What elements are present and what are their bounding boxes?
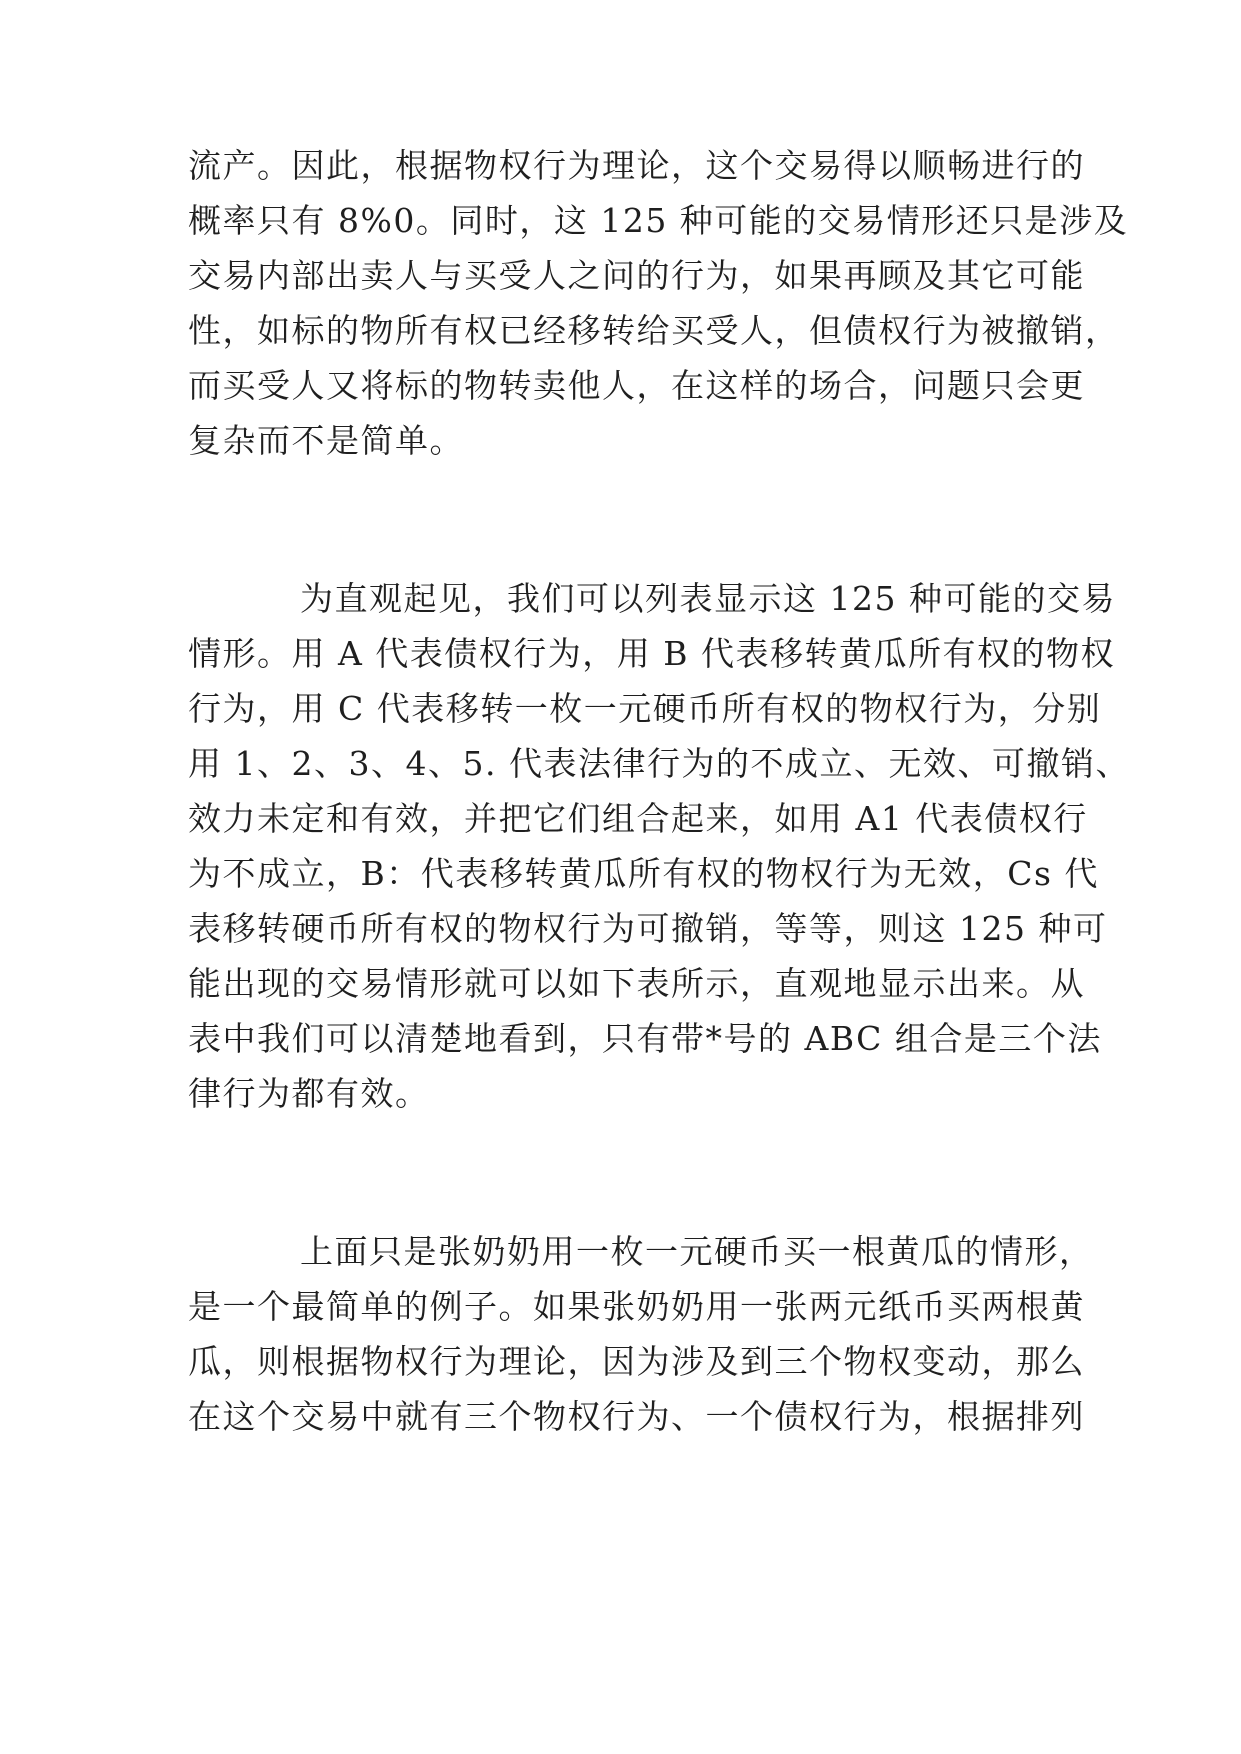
paragraph-3-line-1: 上面只是张奶奶用一枚一元硬币买一根黄瓜的情形，: [300, 1232, 1094, 1271]
paragraph-1-line-3: 交易内部出卖人与买受人之问的行为，如果再顾及其它可能: [188, 256, 1085, 295]
paragraph-1-line-2: 概率只有 8%0。同时，这 125 种可能的交易情形还只是涉及: [188, 201, 1129, 240]
paragraph-1-line-4: 性，如标的物所有权已经移转给买受人，但债权行为被撤销，: [188, 311, 1120, 350]
paragraph-2-line-10: 律行为都有效。: [188, 1074, 430, 1113]
paragraph-3-line-4: 在这个交易中就有三个物权行为、一个债权行为，根据排列: [188, 1397, 1085, 1436]
paragraph-3-line-2: 是一个最简单的例子。如果张奶奶用一张两元纸币买两根黄: [188, 1287, 1085, 1326]
paragraph-2-line-4: 用 1、2、3、4、5. 代表法律行为的不成立、无效、可撤销、: [188, 744, 1130, 783]
paragraph-1-line-5: 而买受人又将标的物转卖他人，在这样的场合，问题只会更: [188, 366, 1085, 405]
paragraph-2-line-3: 行为，用 C 代表移转一枚一元硬币所有权的物权行为，分别: [188, 689, 1102, 728]
paragraph-2-line-8: 能出现的交易情形就可以如下表所示，直观地显示出来。从: [188, 964, 1085, 1003]
paragraph-2-line-2: 情形。用 A 代表债权行为，用 B 代表移转黄瓜所有权的物权: [188, 634, 1116, 673]
paragraph-2-line-6: 为不成立，B：代表移转黄瓜所有权的物权行为无效，Cs 代: [188, 854, 1099, 893]
paragraph-3-line-3: 瓜，则根据物权行为理论，因为涉及到三个物权变动，那么: [188, 1342, 1085, 1381]
paragraph-1-line-1: 流产。因此，根据物权行为理论，这个交易得以顺畅进行的: [188, 146, 1085, 185]
paragraph-1-line-6: 复杂而不是简单。: [188, 421, 464, 460]
paragraph-2-line-5: 效力未定和有效，并把它们组合起来，如用 A1 代表债权行: [188, 799, 1088, 838]
paragraph-2-line-9: 表中我们可以清楚地看到，只有带*号的 ABC 组合是三个法: [188, 1019, 1102, 1058]
paragraph-2-line-1: 为直观起见，我们可以列表显示这 125 种可能的交易: [300, 579, 1116, 618]
paragraph-2-line-7: 表移转硬币所有权的物权行为可撤销，等等，则这 125 种可: [188, 909, 1108, 948]
